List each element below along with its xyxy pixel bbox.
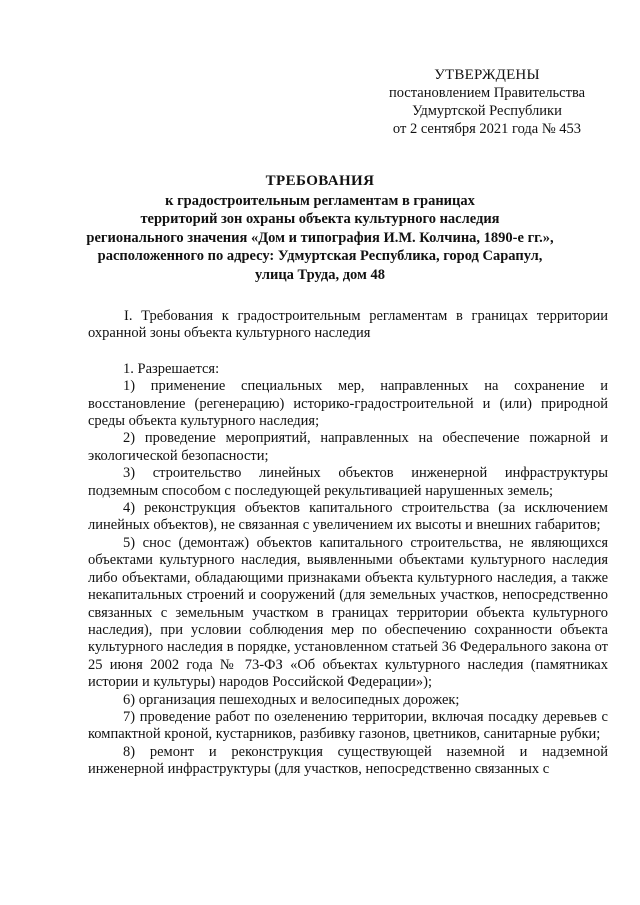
approval-line-3: от 2 сентября 2021 года № 453 [392, 121, 582, 137]
list-item: 6) организация пешеходных и велосипедных дорожек; [123, 691, 460, 708]
approval-line-2: Удмуртской Республики [412, 103, 562, 119]
list-item: 8) ремонт и реконструкция существующей наземной и надземной инженерной инфраструктуры (для участков, непосредственно связанных с [88, 743, 608, 778]
document-body [88, 308, 608, 779]
title-line-1: к градостроительным регламентам в границах [165, 192, 475, 209]
approval-heading: УТВЕРЖДЕНЫ [434, 67, 540, 83]
list-item: 4) реконструкция объектов капитального строительства (за исключением линейных объектов), не связанная с увеличением их высоты и внешних габаритов; [88, 500, 608, 534]
title-line-2: территорий зон охраны объекта культурного наследия [140, 211, 500, 227]
title-line-5: улица Труда, дом 48 [254, 266, 386, 283]
list-item: 2) проведение мероприятий, направленных на обеспечение пожарной и экологической безопасности; [88, 430, 608, 464]
list-item: 3) строительство линейных объектов инженерной инфраструктуры подземным способом с последующей рекультивацией нарушенных земель; [88, 465, 608, 499]
permitted-intro: 1. Разрешается: [123, 360, 220, 377]
title-main: ТРЕБОВАНИЯ [265, 173, 375, 189]
list-item: 1) применение специальных мер, направленных на сохранение и восстановление (регенерацию) историко-градостроительной и (или) природной среды объекта культурного наследия; [88, 378, 608, 430]
approval-line-1: постановлением Правительства [388, 85, 586, 101]
title-line-4: расположенного по адресу: Удмуртская Республика, город Сарапул, [97, 248, 543, 264]
list-item: 5) снос (демонтаж) объектов капитального строительства, не являющихся объектами культурного наследия, выявленными объектами культурного наследия либо объектами, обладающими признаками объекта культурного наследия, а также некапитальных строений и сооружений (для земельных участков, непосредственно связанных с земельным участком в границах территории объекта культурного наследия), при условии соблюдения мер по обеспечению сохранности объекта культурного наследия в порядке, установленном статьей 36 Федерального закона от 25 июня 2002 года № 73-ФЗ «Об объектах культурного наследия (памятниках истории и культуры) народов Российской Федерации»); [88, 534, 608, 691]
list-item: 7) проведение работ по озеленению территории, включая посадку деревьев с компактной кроной, кустарников, разбивку газонов, цветников, санитарные рубки; [88, 708, 608, 743]
document-title [60, 172, 580, 284]
section-heading: I. Требования к градостроительным регламентам в границах территории охранной зоны объекта культурного наследия [88, 308, 608, 342]
approval-stamp [372, 66, 602, 138]
title-line-3: регионального значения «Дом и типография И.М. Колчина, 1890-е гг.», [86, 229, 554, 246]
